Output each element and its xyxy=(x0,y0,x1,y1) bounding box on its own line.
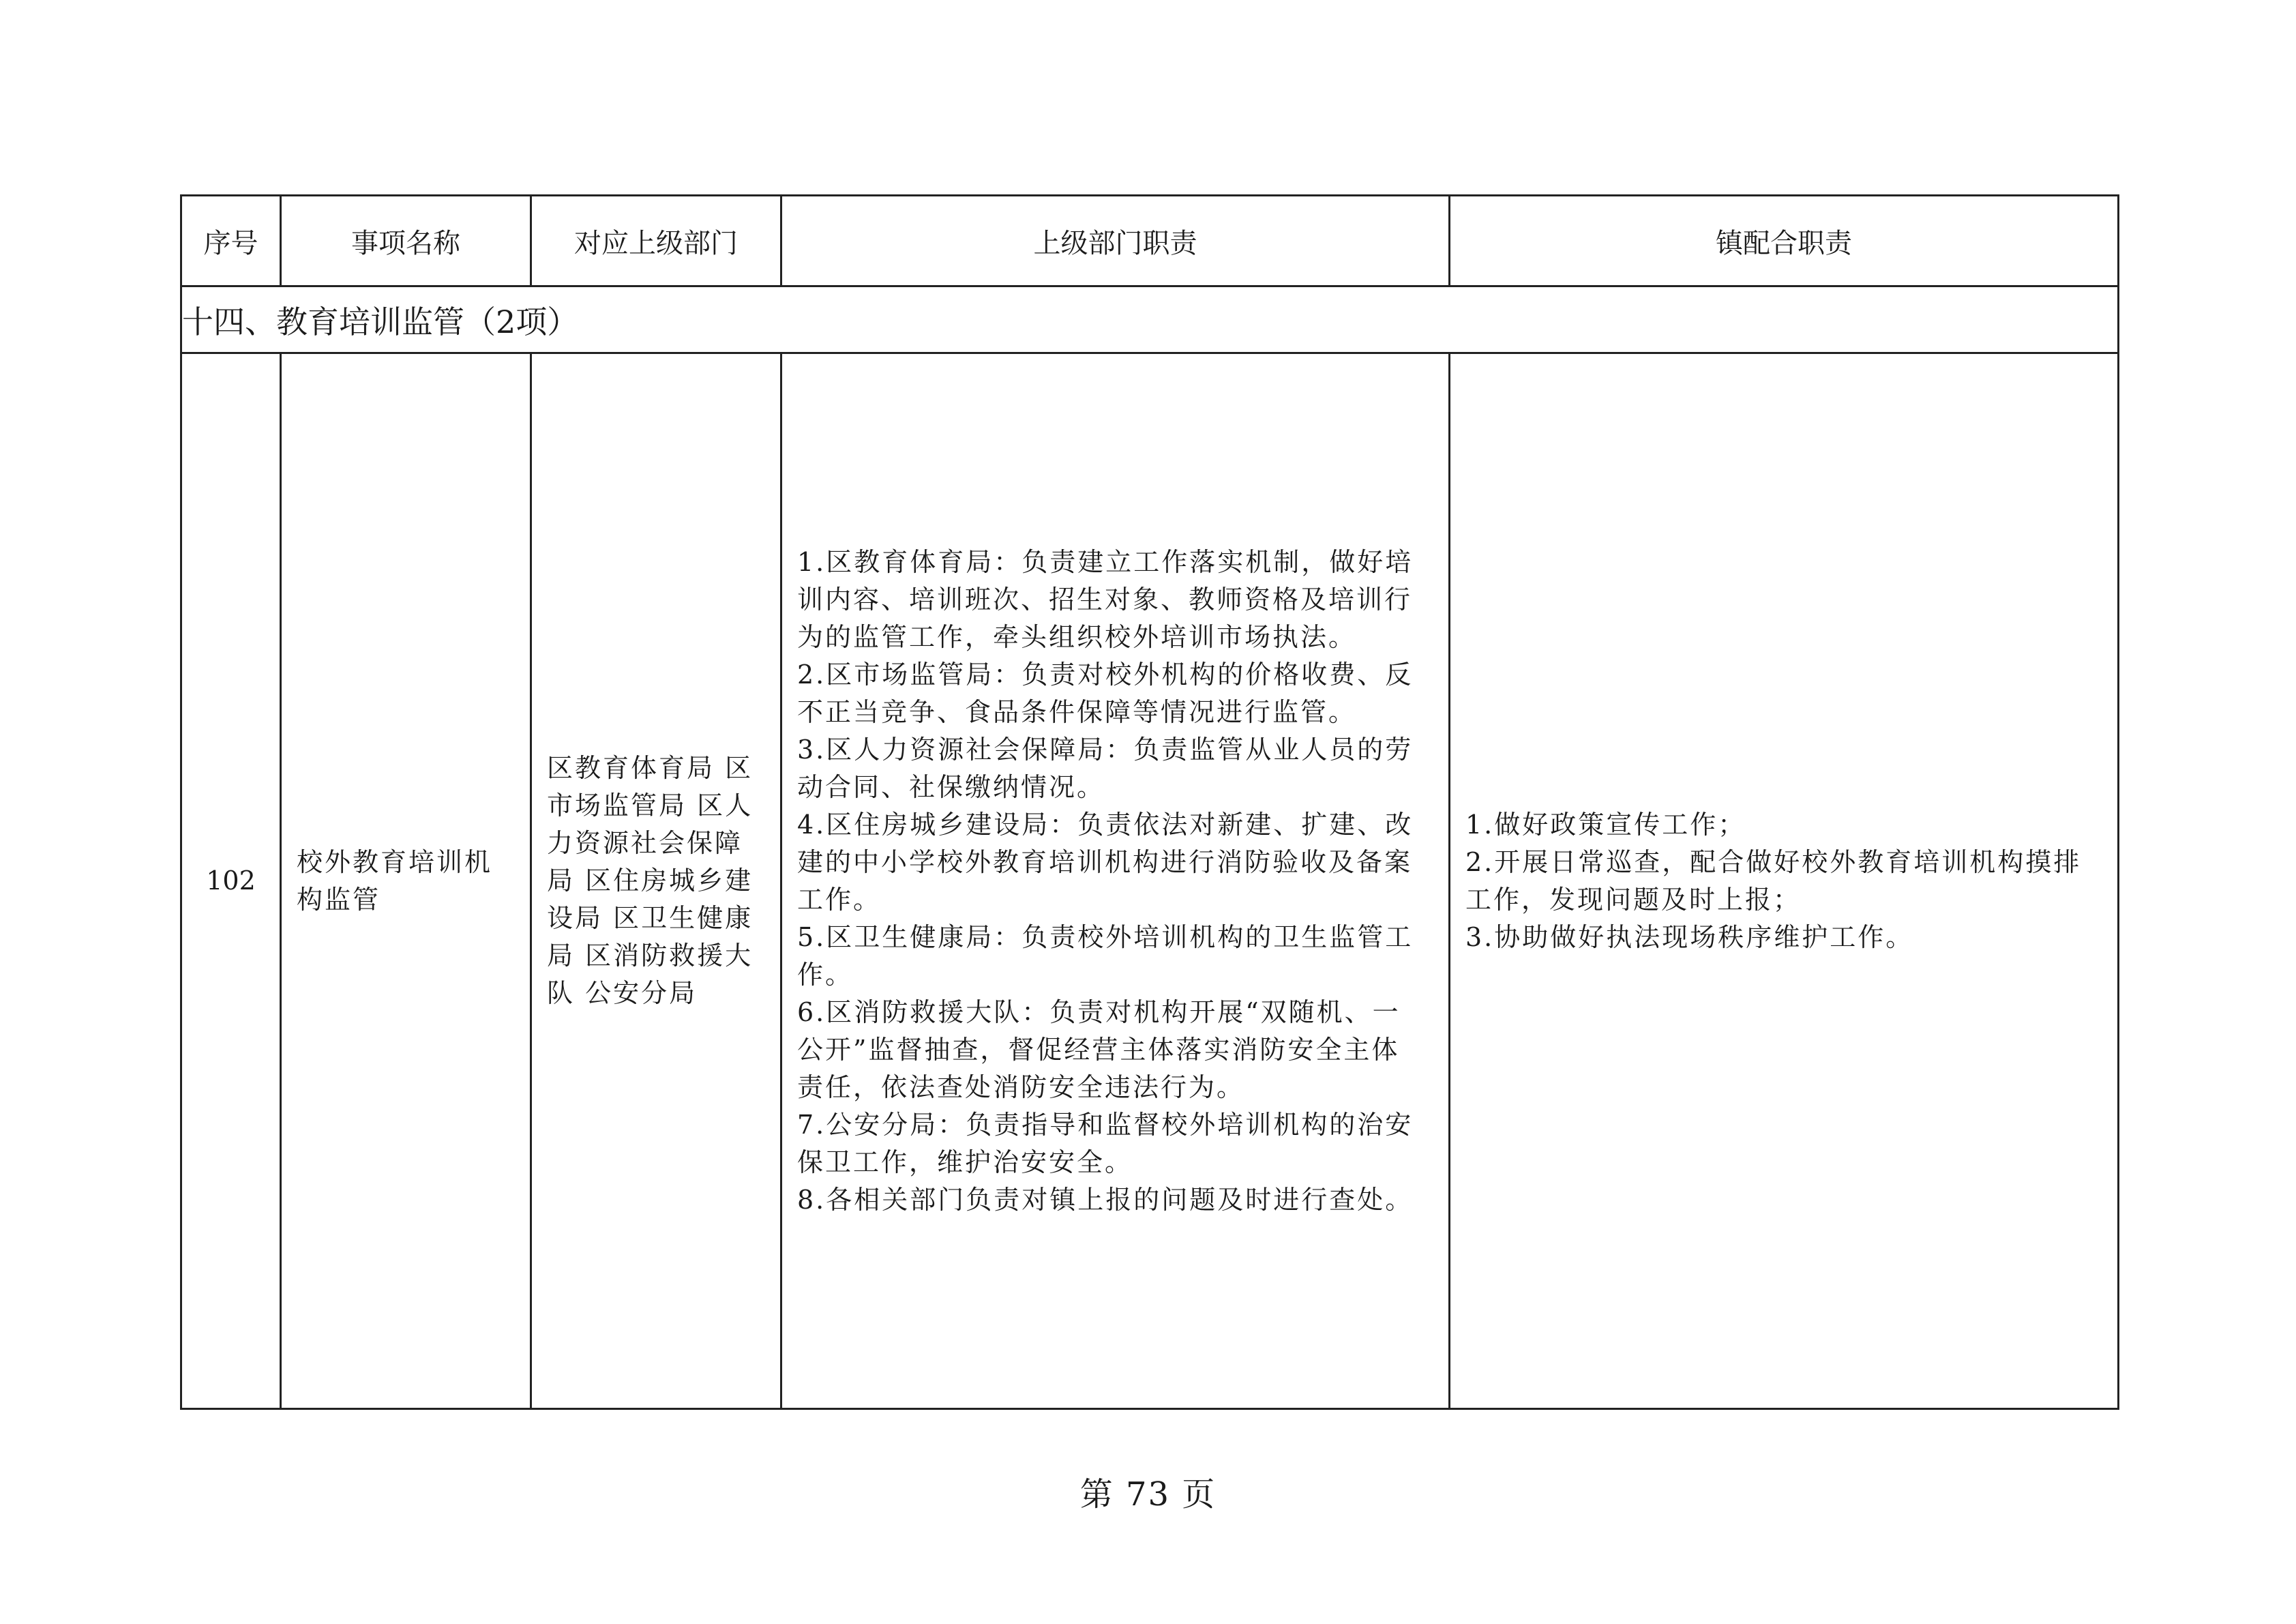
department-line: 设局 区卫生健康 xyxy=(547,903,754,933)
section-title: 十四、教育培训监管（2项） xyxy=(181,286,2119,353)
duty-line: 工作。 xyxy=(797,884,882,915)
responsibility-table xyxy=(180,194,2119,1410)
duty-line: 责任，依法查处消防安全违法行为。 xyxy=(797,1072,1245,1102)
duty-line: 公开”监督抽查，督促经营主体落实消防安全主体 xyxy=(797,1034,1400,1065)
duty-line: 1.区教育体育局：负责建立工作落实机制，做好培 xyxy=(797,546,1414,577)
duty-line: 6.区消防救援大队：负责对机构开展“双随机、一 xyxy=(797,996,1401,1027)
table-row xyxy=(181,353,2119,1409)
department-line: 市场监管局 区人 xyxy=(547,791,754,821)
page-number: 第 73 页 xyxy=(1079,1475,1217,1514)
duty-line: 建的中小学校外教育培训机构进行消防验收及备案 xyxy=(797,846,1413,877)
section-row xyxy=(181,286,2119,353)
row-superior-department xyxy=(531,353,781,1409)
duty-line: 7.公安分局：负责指导和监督校外培训机构的治安 xyxy=(797,1109,1414,1140)
department-line: 区教育体育局 区 xyxy=(547,753,754,783)
duty-line: 动合同、社保缴纳情况。 xyxy=(797,771,1105,802)
header-town-duties: 镇配合职责 xyxy=(1450,196,2119,286)
item-name-line: 校外教育培训机 xyxy=(297,846,493,877)
town-duty-line: 1.做好政策宣传工作； xyxy=(1465,809,1746,840)
header-superior-department: 对应上级部门 xyxy=(531,196,781,286)
row-item-name xyxy=(281,353,531,1409)
header-superior-duties: 上级部门职责 xyxy=(781,196,1450,286)
duty-line: 5.区卫生健康局：负责校外培训机构的卫生监管工 xyxy=(797,921,1414,952)
duty-line: 8.各相关部门负责对镇上报的问题及时进行查处。 xyxy=(797,1184,1414,1215)
row-superior-duties xyxy=(781,353,1450,1409)
row-serial-no: 102 xyxy=(181,353,281,1409)
duty-line: 2.区市场监管局：负责对校外机构的价格收费、反 xyxy=(797,659,1414,690)
town-duty-line: 3.协助做好执法现场秩序维护工作。 xyxy=(1465,921,1914,952)
duty-line: 为的监管工作，牵头组织校外培训市场执法。 xyxy=(797,621,1357,652)
header-serial-no: 序号 xyxy=(181,196,281,286)
duty-line: 4.区住房城乡建设局：负责依法对新建、扩建、改 xyxy=(797,809,1414,840)
duty-line: 作。 xyxy=(797,959,854,990)
department-line: 队 公安分局 xyxy=(547,978,698,1008)
department-line: 局 区住房城乡建 xyxy=(547,866,754,896)
row-town-duties xyxy=(1450,353,2119,1409)
department-line: 力资源社会保障 xyxy=(547,828,743,858)
header-item-name: 事项名称 xyxy=(281,196,531,286)
department-line: 局 区消防救援大 xyxy=(547,941,754,971)
duty-line: 不正当竞争、食品条件保障等情况进行监管。 xyxy=(797,696,1357,727)
duty-line: 保卫工作，维护治安安全。 xyxy=(797,1147,1133,1177)
town-duty-line: 工作，发现问题及时上报； xyxy=(1465,884,1802,915)
town-duty-line: 2.开展日常巡查，配合做好校外教育培训机构摸排 xyxy=(1465,846,2082,877)
item-name-line: 构监管 xyxy=(297,884,381,915)
duty-line: 训内容、培训班次、招生对象、教师资格及培训行 xyxy=(797,584,1413,615)
duty-line: 3.区人力资源社会保障局：负责监管从业人员的劳 xyxy=(797,734,1414,765)
table-header-row xyxy=(181,196,2119,286)
